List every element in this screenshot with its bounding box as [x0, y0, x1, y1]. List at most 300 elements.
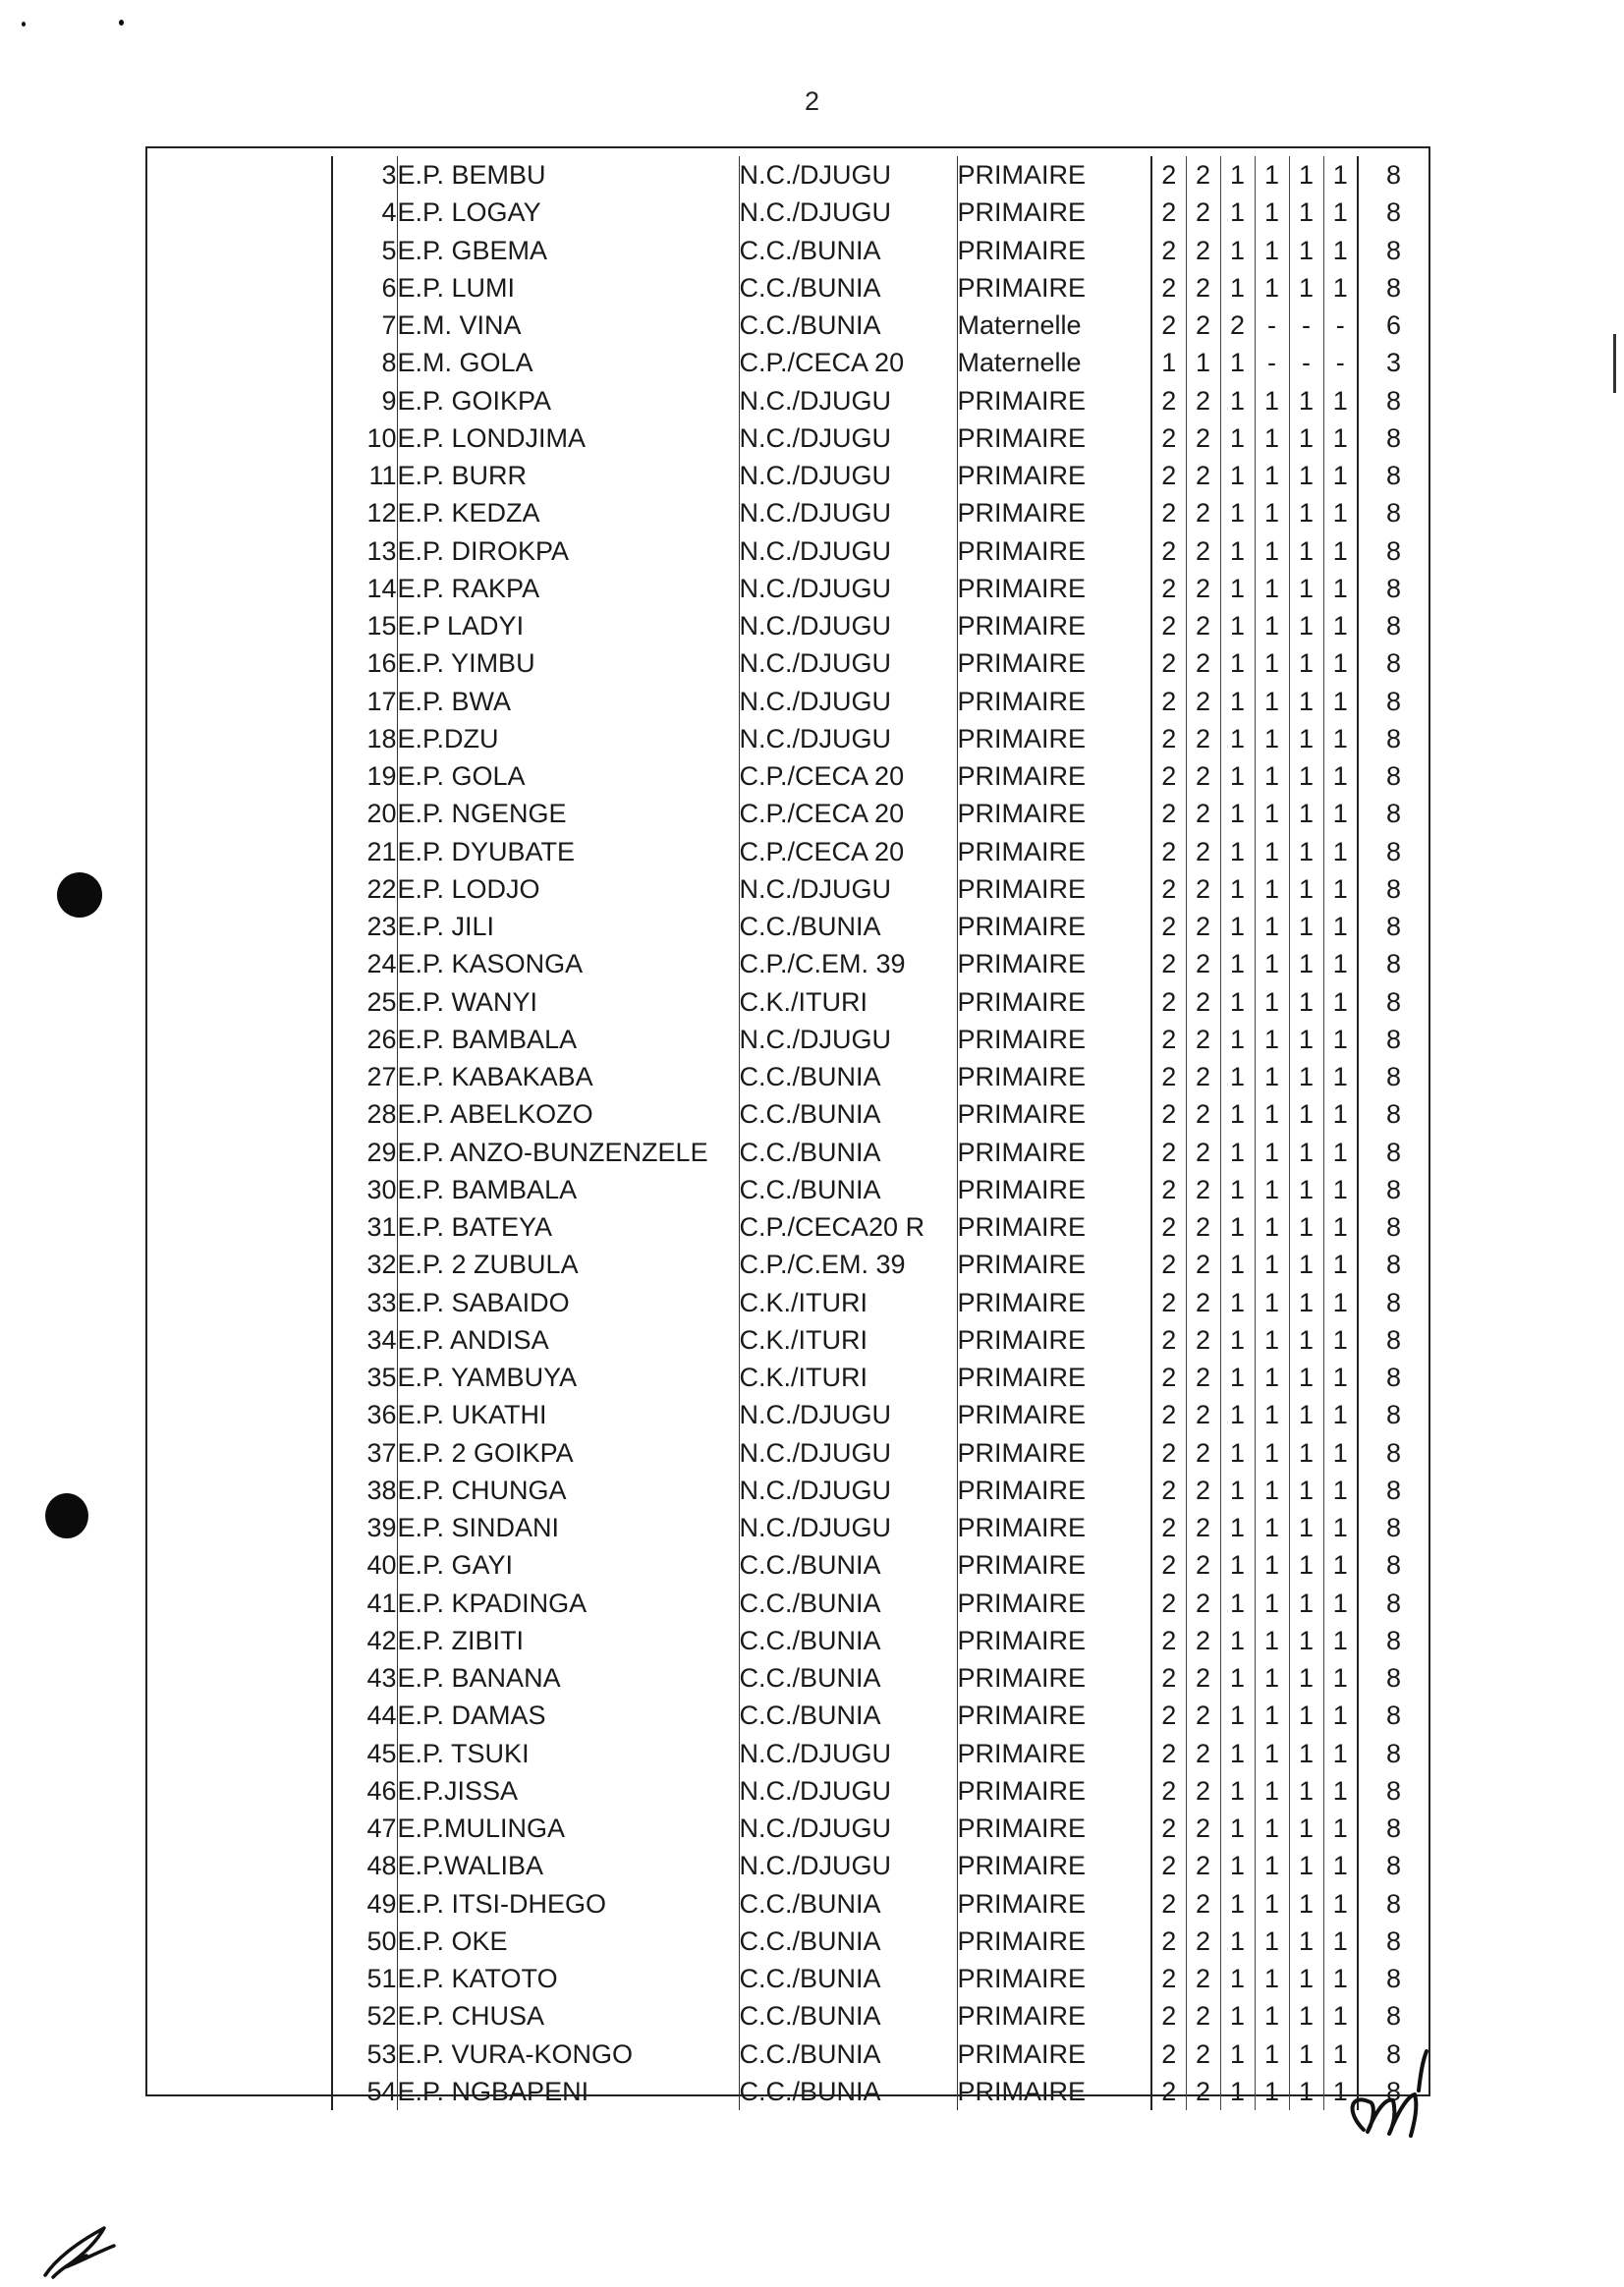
table-row — [147, 1284, 1428, 1321]
class-count: 1 — [1255, 908, 1289, 945]
row-number: 30 — [366, 1174, 397, 1204]
school-location: C.C./BUNIA — [739, 1622, 957, 1659]
row-total: 8 — [1358, 1735, 1428, 1772]
corner-flourish — [35, 2216, 134, 2285]
class-count: 1 — [1289, 1772, 1323, 1810]
class-count: 2 — [1186, 382, 1220, 419]
class-count: 1 — [1220, 644, 1255, 682]
blank-cell — [147, 908, 332, 945]
school-name: E.P LADYI — [397, 607, 739, 644]
table-row — [147, 532, 1428, 570]
school-name: E.P. GBEMA — [397, 232, 739, 269]
class-count: 1 — [1220, 457, 1255, 494]
class-count: 2 — [1186, 870, 1220, 908]
blank-cell — [147, 644, 332, 682]
class-count: 1 — [1220, 419, 1255, 457]
class-count: 2 — [1151, 1472, 1186, 1509]
school-type: PRIMAIRE — [957, 494, 1151, 531]
class-count: 2 — [1151, 1810, 1186, 1847]
row-total: 8 — [1358, 1171, 1428, 1208]
school-name: E.P. ANZO-BUNZENZELE — [397, 1134, 739, 1171]
class-count: 2 — [1151, 1923, 1186, 1960]
class-count: 2 — [1151, 194, 1186, 231]
table-row — [147, 1810, 1428, 1847]
school-type: PRIMAIRE — [957, 1434, 1151, 1472]
school-location: N.C./DJUGU — [739, 1396, 957, 1433]
class-count: 1 — [1220, 194, 1255, 231]
table-row — [147, 1246, 1428, 1283]
row-total: 8 — [1358, 683, 1428, 720]
row-number: 51 — [366, 1964, 397, 1994]
school-name: E.P. LUMI — [397, 269, 739, 307]
school-name: E.P. GAYI — [397, 1546, 739, 1584]
school-location: N.C./DJUGU — [739, 457, 957, 494]
class-count: 1 — [1289, 870, 1323, 908]
class-count: 1 — [1323, 1171, 1358, 1208]
class-count: 2 — [1151, 232, 1186, 269]
school-name: E.P. KASONGA — [397, 945, 739, 982]
blank-cell — [147, 269, 332, 307]
class-count: 1 — [1255, 1997, 1289, 2035]
class-count: 1 — [1255, 1171, 1289, 1208]
school-location: C.P./C.EM. 39 — [739, 1246, 957, 1283]
class-count: 2 — [1186, 156, 1220, 194]
school-name: E.P. LOGAY — [397, 194, 739, 231]
table-row — [147, 644, 1428, 682]
class-count: 1 — [1323, 1810, 1358, 1847]
class-count: 2 — [1151, 1058, 1186, 1095]
class-count: 2 — [1151, 1585, 1186, 1622]
class-count: 1 — [1220, 1923, 1255, 1960]
class-count: 1 — [1323, 983, 1358, 1021]
row-total: 8 — [1358, 1509, 1428, 1546]
class-count: 1 — [1289, 1810, 1323, 1847]
class-count: 2 — [1151, 833, 1186, 870]
blank-cell — [147, 1810, 332, 1847]
table-row — [147, 1885, 1428, 1923]
class-count: 2 — [1151, 795, 1186, 832]
class-count: 1 — [1289, 1622, 1323, 1659]
row-number: 27 — [366, 1062, 397, 1092]
class-count: 2 — [1151, 1960, 1186, 1997]
class-count: 2 — [1186, 720, 1220, 757]
class-count: 1 — [1255, 1735, 1289, 1772]
class-count: 2 — [1186, 945, 1220, 982]
school-type: PRIMAIRE — [957, 644, 1151, 682]
row-total: 8 — [1358, 1472, 1428, 1509]
class-count: 2 — [1151, 307, 1186, 344]
class-count: 1 — [1255, 870, 1289, 908]
school-location: N.C./DJUGU — [739, 382, 957, 419]
row-number: 25 — [366, 986, 397, 1017]
table-row — [147, 607, 1428, 644]
class-count: - — [1323, 307, 1358, 344]
school-name: E.P. NGENGE — [397, 795, 739, 832]
school-name: E.P. KABAKABA — [397, 1058, 739, 1095]
blank-cell — [147, 382, 332, 419]
class-count: 1 — [1289, 833, 1323, 870]
school-location: C.P./CECA 20 — [739, 833, 957, 870]
class-count: 1 — [1323, 232, 1358, 269]
table-row — [147, 1772, 1428, 1810]
row-number: 36 — [366, 1400, 397, 1430]
school-name: E.P. DYUBATE — [397, 833, 739, 870]
class-count: 1 — [1289, 232, 1323, 269]
class-count: 1 — [1255, 833, 1289, 870]
school-type: PRIMAIRE — [957, 1885, 1151, 1923]
blank-cell — [147, 1960, 332, 1997]
class-count: 1 — [1323, 1697, 1358, 1734]
class-count: 2 — [1186, 1885, 1220, 1923]
class-count: 1 — [1220, 1697, 1255, 1734]
row-number: 44 — [366, 1701, 397, 1731]
class-count: 2 — [1186, 795, 1220, 832]
class-count: 2 — [1151, 1847, 1186, 1884]
class-count: 2 — [1151, 720, 1186, 757]
class-count: 1 — [1220, 945, 1255, 982]
blank-cell — [147, 344, 332, 381]
row-total: 8 — [1358, 1585, 1428, 1622]
class-count: 1 — [1289, 1960, 1323, 1997]
row-total: 8 — [1358, 1246, 1428, 1283]
class-count: 1 — [1220, 1284, 1255, 1321]
school-name: E.P. LODJO — [397, 870, 739, 908]
class-count: 1 — [1323, 1434, 1358, 1472]
row-total: 8 — [1358, 870, 1428, 908]
blank-cell — [147, 570, 332, 607]
class-count: 1 — [1289, 1058, 1323, 1095]
class-count: 1 — [1289, 644, 1323, 682]
school-name: E.P. YIMBU — [397, 644, 739, 682]
class-count: 1 — [1323, 1058, 1358, 1095]
class-count: 1 — [1220, 1134, 1255, 1171]
class-count: 1 — [1255, 2073, 1289, 2110]
table-row — [147, 1923, 1428, 1960]
school-location: C.C./BUNIA — [739, 1134, 957, 1171]
school-location: N.C./DJUGU — [739, 570, 957, 607]
class-count: 2 — [1151, 1509, 1186, 1546]
blank-cell — [147, 757, 332, 795]
blank-cell — [147, 833, 332, 870]
class-count: 2 — [1186, 1546, 1220, 1584]
class-count: 1 — [1323, 194, 1358, 231]
table-row — [147, 194, 1428, 231]
class-count: 1 — [1255, 2036, 1289, 2073]
school-location: C.C./BUNIA — [739, 1659, 957, 1697]
blank-cell — [147, 1847, 332, 1884]
class-count: 1 — [1289, 1997, 1323, 2035]
school-name: E.P. LONDJIMA — [397, 419, 739, 457]
class-count: 1 — [1220, 1997, 1255, 2035]
school-type: PRIMAIRE — [957, 1810, 1151, 1847]
row-number: 7 — [381, 310, 397, 341]
row-total: 8 — [1358, 1095, 1428, 1133]
school-location: C.C./BUNIA — [739, 269, 957, 307]
row-total: 8 — [1358, 1960, 1428, 1997]
row-number: 5 — [381, 235, 397, 265]
school-name: E.P. ZIBITI — [397, 1622, 739, 1659]
blank-cell — [147, 1284, 332, 1321]
class-count: 1 — [1289, 1847, 1323, 1884]
row-number: 29 — [366, 1137, 397, 1167]
class-count: 1 — [1323, 1321, 1358, 1359]
class-count: - — [1289, 344, 1323, 381]
school-name: E.P. OKE — [397, 1923, 739, 1960]
school-location: C.K./ITURI — [739, 1359, 957, 1396]
school-location: C.C./BUNIA — [739, 1058, 957, 1095]
school-type: PRIMAIRE — [957, 1546, 1151, 1584]
class-count: 2 — [1186, 2073, 1220, 2110]
school-location: N.C./DJUGU — [739, 1509, 957, 1546]
blank-cell — [147, 983, 332, 1021]
school-type: PRIMAIRE — [957, 945, 1151, 982]
class-count: 2 — [1220, 307, 1255, 344]
school-location: C.C./BUNIA — [739, 1997, 957, 2035]
school-location: C.P./CECA20 R — [739, 1208, 957, 1246]
school-location: N.C./DJUGU — [739, 494, 957, 531]
class-count: 1 — [1289, 532, 1323, 570]
school-name: E.P. 2 GOIKPA — [397, 1434, 739, 1472]
blank-cell — [147, 870, 332, 908]
school-location: C.C./BUNIA — [739, 1923, 957, 1960]
class-count: 1 — [1255, 1321, 1289, 1359]
class-count: 1 — [1323, 757, 1358, 795]
class-count: 2 — [1186, 1021, 1220, 1058]
class-count: 1 — [1323, 419, 1358, 457]
school-name: E.P.MULINGA — [397, 1810, 739, 1847]
row-number: 6 — [381, 272, 397, 303]
school-type: PRIMAIRE — [957, 194, 1151, 231]
blank-cell — [147, 1208, 332, 1246]
table-row — [147, 307, 1428, 344]
class-count: 1 — [1289, 382, 1323, 419]
row-total: 8 — [1358, 494, 1428, 531]
school-type: PRIMAIRE — [957, 269, 1151, 307]
class-count: 1 — [1255, 945, 1289, 982]
row-total: 8 — [1358, 1208, 1428, 1246]
class-count: 2 — [1151, 1622, 1186, 1659]
class-count: 2 — [1151, 2036, 1186, 2073]
class-count: 1 — [1323, 2073, 1358, 2110]
class-count: 1 — [1289, 494, 1323, 531]
row-number: 21 — [366, 836, 397, 866]
class-count: 1 — [1220, 683, 1255, 720]
class-count: 1 — [1220, 1396, 1255, 1433]
row-number: 10 — [366, 422, 397, 453]
school-type: PRIMAIRE — [957, 1847, 1151, 1884]
school-location: C.C./BUNIA — [739, 1585, 957, 1622]
class-count: 1 — [1323, 1546, 1358, 1584]
table-row — [147, 908, 1428, 945]
class-count: 1 — [1323, 1021, 1358, 1058]
blank-cell — [147, 1659, 332, 1697]
class-count: 1 — [1323, 1735, 1358, 1772]
class-count: 1 — [1289, 1472, 1323, 1509]
table-row — [147, 1171, 1428, 1208]
school-location: C.C./BUNIA — [739, 1095, 957, 1133]
row-number: 49 — [366, 1888, 397, 1919]
class-count: 2 — [1151, 1359, 1186, 1396]
row-total: 8 — [1358, 1434, 1428, 1472]
row-total: 8 — [1358, 457, 1428, 494]
class-count: 1 — [1220, 1359, 1255, 1396]
school-name: E.P. JILI — [397, 908, 739, 945]
class-count: 1 — [1289, 1134, 1323, 1171]
row-total: 8 — [1358, 532, 1428, 570]
school-name: E.P. CHUNGA — [397, 1472, 739, 1509]
blank-cell — [147, 1885, 332, 1923]
class-count: 1 — [1289, 2073, 1323, 2110]
school-location: N.C./DJUGU — [739, 607, 957, 644]
row-total: 8 — [1358, 720, 1428, 757]
school-location: C.C./BUNIA — [739, 307, 957, 344]
class-count: 2 — [1186, 1509, 1220, 1546]
row-total: 8 — [1358, 644, 1428, 682]
row-number: 9 — [381, 385, 397, 416]
row-number: 46 — [366, 1775, 397, 1806]
school-name: E.P. RAKPA — [397, 570, 739, 607]
class-count: 1 — [1323, 382, 1358, 419]
table-row — [147, 983, 1428, 1021]
school-location: C.C./BUNIA — [739, 1171, 957, 1208]
class-count: 2 — [1186, 983, 1220, 1021]
school-name: E.P. DAMAS — [397, 1697, 739, 1734]
class-count: 1 — [1255, 1659, 1289, 1697]
school-location: C.K./ITURI — [739, 983, 957, 1021]
school-type: PRIMAIRE — [957, 1735, 1151, 1772]
row-number: 37 — [366, 1437, 397, 1468]
class-count: 1 — [1289, 419, 1323, 457]
class-count: 1 — [1255, 1960, 1289, 1997]
table-row — [147, 1847, 1428, 1884]
class-count: 2 — [1151, 494, 1186, 531]
school-table — [147, 156, 1428, 2110]
table-row — [147, 1735, 1428, 1772]
row-number: 31 — [366, 1212, 397, 1243]
row-total: 8 — [1358, 1321, 1428, 1359]
class-count: 1 — [1255, 1810, 1289, 1847]
class-count: 1 — [1255, 1208, 1289, 1246]
school-type: PRIMAIRE — [957, 833, 1151, 870]
class-count: 2 — [1151, 2073, 1186, 2110]
school-name: E.P. BAMBALA — [397, 1171, 739, 1208]
blank-cell — [147, 1735, 332, 1772]
school-name: E.P. GOIKPA — [397, 382, 739, 419]
class-count: 2 — [1186, 757, 1220, 795]
class-count: 1 — [1255, 570, 1289, 607]
class-count: 1 — [1220, 720, 1255, 757]
class-count: 2 — [1186, 1923, 1220, 1960]
class-count: 2 — [1151, 419, 1186, 457]
table-row — [147, 1960, 1428, 1997]
table-row — [147, 570, 1428, 607]
row-number: 16 — [366, 648, 397, 679]
class-count: 1 — [1289, 1359, 1323, 1396]
class-count: 1 — [1220, 1058, 1255, 1095]
school-location: C.C./BUNIA — [739, 232, 957, 269]
class-count: 1 — [1289, 757, 1323, 795]
class-count: 1 — [1289, 457, 1323, 494]
class-count: 1 — [1323, 269, 1358, 307]
class-count: 1 — [1289, 156, 1323, 194]
row-total: 8 — [1358, 1546, 1428, 1584]
school-location: N.C./DJUGU — [739, 720, 957, 757]
school-type: PRIMAIRE — [957, 1359, 1151, 1396]
row-total: 8 — [1358, 607, 1428, 644]
class-count: 1 — [1323, 1359, 1358, 1396]
class-count: 1 — [1255, 644, 1289, 682]
blank-cell — [147, 795, 332, 832]
school-name: E.P.DZU — [397, 720, 739, 757]
blank-cell — [147, 1585, 332, 1622]
class-count: 1 — [1323, 532, 1358, 570]
blank-cell — [147, 1321, 332, 1359]
class-count: 2 — [1186, 1659, 1220, 1697]
school-name: E.P. GOLA — [397, 757, 739, 795]
class-count: 1 — [1220, 757, 1255, 795]
row-total: 8 — [1358, 1847, 1428, 1884]
row-total: 8 — [1358, 1396, 1428, 1433]
class-count: 2 — [1186, 232, 1220, 269]
blank-cell — [147, 1171, 332, 1208]
school-type: PRIMAIRE — [957, 1284, 1151, 1321]
school-type: PRIMAIRE — [957, 1622, 1151, 1659]
blank-cell — [147, 1359, 332, 1396]
class-count: 1 — [1220, 156, 1255, 194]
blank-cell — [147, 1021, 332, 1058]
school-type: PRIMAIRE — [957, 1208, 1151, 1246]
row-total: 8 — [1358, 382, 1428, 419]
table-row — [147, 1396, 1428, 1433]
class-count: 1 — [1323, 1472, 1358, 1509]
class-count: 1 — [1220, 1021, 1255, 1058]
table-row — [147, 2073, 1428, 2110]
class-count: 1 — [1220, 833, 1255, 870]
row-total: 8 — [1358, 1659, 1428, 1697]
row-total: 8 — [1358, 908, 1428, 945]
school-location: N.C./DJUGU — [739, 1810, 957, 1847]
class-count: 2 — [1186, 1472, 1220, 1509]
class-count: 1 — [1323, 1923, 1358, 1960]
class-count: 2 — [1186, 457, 1220, 494]
class-count: 2 — [1151, 382, 1186, 419]
row-total: 8 — [1358, 1772, 1428, 1810]
blank-cell — [147, 1772, 332, 1810]
page-number: 2 — [804, 86, 820, 116]
class-count: 2 — [1151, 683, 1186, 720]
row-number: 23 — [366, 912, 397, 942]
blank-cell — [147, 156, 332, 194]
class-count: 1 — [1151, 344, 1186, 381]
table-row — [147, 1359, 1428, 1396]
row-number: 38 — [366, 1475, 397, 1505]
class-count: 2 — [1151, 870, 1186, 908]
class-count: 1 — [1220, 1622, 1255, 1659]
class-count: 2 — [1186, 1246, 1220, 1283]
class-count: 1 — [1255, 1697, 1289, 1734]
school-location: C.C./BUNIA — [739, 1546, 957, 1584]
class-count: 2 — [1186, 1095, 1220, 1133]
school-type: PRIMAIRE — [957, 1772, 1151, 1810]
row-number: 24 — [366, 949, 397, 979]
class-count: 1 — [1220, 1735, 1255, 1772]
school-type: PRIMAIRE — [957, 870, 1151, 908]
school-location: N.C./DJUGU — [739, 683, 957, 720]
row-total: 8 — [1358, 983, 1428, 1021]
signature-initials — [1316, 2043, 1454, 2171]
class-count: 1 — [1255, 1546, 1289, 1584]
class-count: 1 — [1255, 983, 1289, 1021]
